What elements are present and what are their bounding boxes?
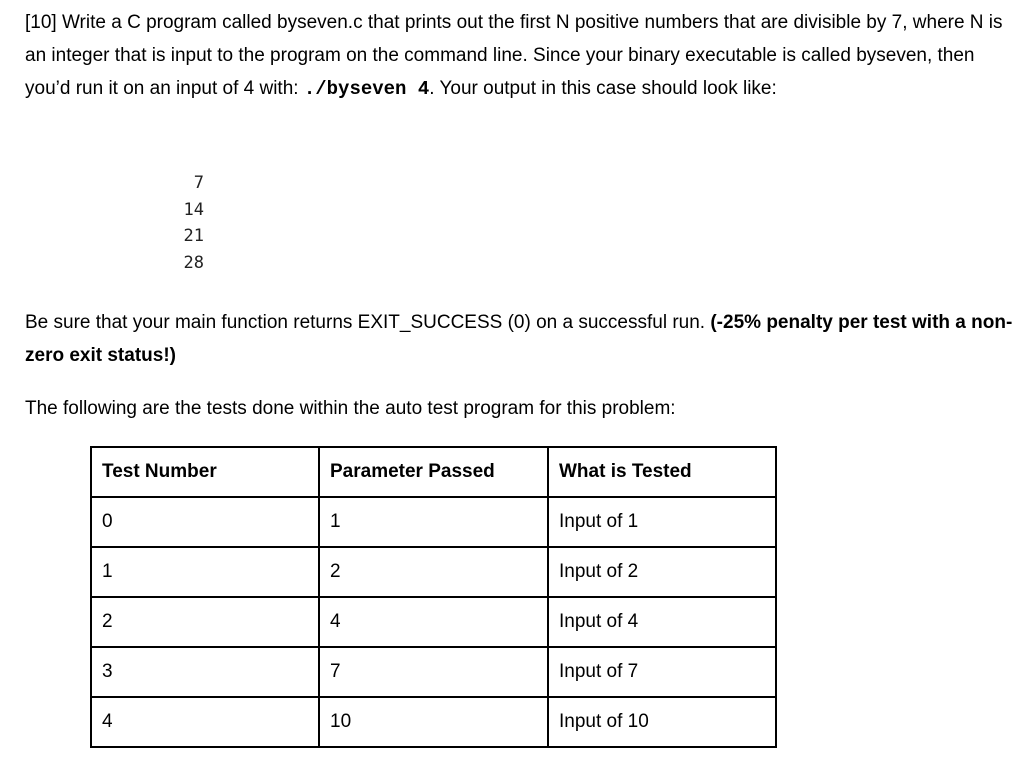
problem-description bbox=[25, 6, 1020, 106]
cell-what-tested: Input of 10 bbox=[548, 697, 776, 747]
cell-test-number: 4 bbox=[91, 697, 319, 747]
header-test-number: Test Number bbox=[91, 447, 319, 497]
cell-what-tested: Input of 2 bbox=[548, 547, 776, 597]
intro-text-end: . Your output in this case should look like: bbox=[429, 78, 777, 99]
header-parameter-passed: Parameter Passed bbox=[319, 447, 548, 497]
output-line: 7 bbox=[193, 173, 204, 193]
penalty-text: (-25% penalty per test with a non-zero exit status!) bbox=[25, 312, 1013, 366]
header-what-is-tested: What is Tested bbox=[548, 447, 776, 497]
command-example: ./byseven 4 bbox=[303, 78, 430, 100]
cell-what-tested: Input of 4 bbox=[548, 597, 776, 647]
table-header-row bbox=[91, 447, 776, 497]
cell-test-number: 0 bbox=[91, 497, 319, 547]
cell-test-number: 2 bbox=[91, 597, 319, 647]
sample-output bbox=[150, 170, 204, 276]
table-row bbox=[91, 597, 776, 647]
cell-parameter: 10 bbox=[319, 697, 548, 747]
intro-text: [10] Write a C program called byseven.c that prints out the first N positive numbers that are divisible by 7, where N is an integer that is input to the program on the command line. Since your binary executable is called byseven, then you’d run it on an input of 4 with: bbox=[25, 12, 1003, 99]
exit-status-note bbox=[25, 306, 1020, 372]
table-row bbox=[91, 547, 776, 597]
cell-what-tested: Input of 7 bbox=[548, 647, 776, 697]
tests-table bbox=[90, 446, 777, 748]
cell-parameter: 7 bbox=[319, 647, 548, 697]
output-line: 14 bbox=[183, 199, 204, 220]
output-line: 21 bbox=[183, 226, 204, 246]
cell-test-number: 1 bbox=[91, 547, 319, 597]
output-line: 28 bbox=[183, 252, 204, 273]
cell-test-number: 3 bbox=[91, 647, 319, 697]
table-row bbox=[91, 647, 776, 697]
table-row bbox=[91, 497, 776, 547]
cell-what-tested: Input of 1 bbox=[548, 497, 776, 547]
tests-intro: The following are the tests done within the auto test program for this problem: bbox=[25, 398, 676, 419]
cell-parameter: 1 bbox=[319, 497, 548, 547]
table-row bbox=[91, 697, 776, 747]
exit-note-text: Be sure that your main function returns EXIT_SUCCESS (0) on a successful run. bbox=[25, 312, 711, 333]
cell-parameter: 2 bbox=[319, 547, 548, 597]
cell-parameter: 4 bbox=[319, 597, 548, 647]
